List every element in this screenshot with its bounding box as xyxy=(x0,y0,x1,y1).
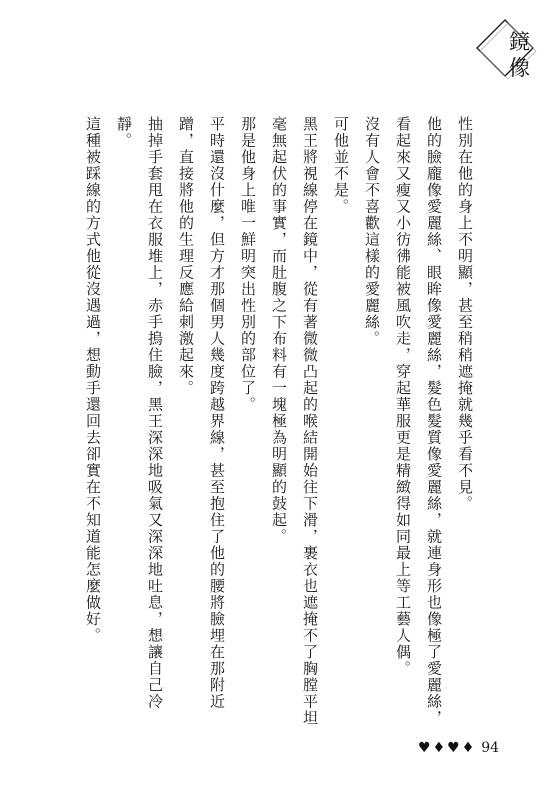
paragraph: 平時還沒什麼，但方才那個男人幾度跨越界線，甚至抱住了他的腰將臉埋在那附近蹭，直接將他的生理反應給刺激起來。 xyxy=(177,116,226,710)
vertical-body-text xyxy=(77,116,480,736)
paragraph: 性別在他的身上不明顯，甚至稍稍遮掩就幾乎看不見。 xyxy=(456,116,474,512)
paragraph: 沒有人會不喜歡這樣的愛麗絲。 xyxy=(363,116,381,347)
page-number: 94 xyxy=(481,740,500,756)
chapter-badge-char-1: 鏡 xyxy=(509,30,530,54)
paragraph: 抽掉手套甩在衣服堆上，赤手摀住臉，黑王深深地吸氣又深深地吐息，想讓自己冷靜。 xyxy=(115,116,164,710)
paragraph: 這種被踩線的方式他從沒遇過，想動手還回去卻實在不知道能怎麼做好。 xyxy=(84,116,102,644)
page-footer xyxy=(418,740,499,756)
heart-icon: ♥ xyxy=(418,740,431,756)
paragraph: 可他並不是。 xyxy=(332,116,350,215)
diamond-icon: ♦ xyxy=(461,740,475,756)
diamond-icon: ♦ xyxy=(432,740,446,756)
heart-icon: ♥ xyxy=(447,740,460,756)
chapter-badge-char-2: 像 xyxy=(509,56,530,80)
paragraph: 黑王將視線停在鏡中，從有著微微凸起的喉結開始往下滑，裹衣也遮掩不了胸膛平坦毫無起伏的事實，而肚腹之下布料有一塊極為明顯的鼓起。 xyxy=(270,116,319,727)
paragraph: 那是他身上唯一鮮明突出性別的部位了。 xyxy=(239,116,257,413)
paragraph: 他的臉龐像愛麗絲、眼眸像愛麗絲，髮色髮質像愛麗絲，就連身形也像極了愛麗絲，看起來又瘦又小彷彿能被風吹走，穿起華服更是精緻得如同最上等工藝人偶。 xyxy=(394,116,443,727)
chapter-badge xyxy=(475,18,551,94)
